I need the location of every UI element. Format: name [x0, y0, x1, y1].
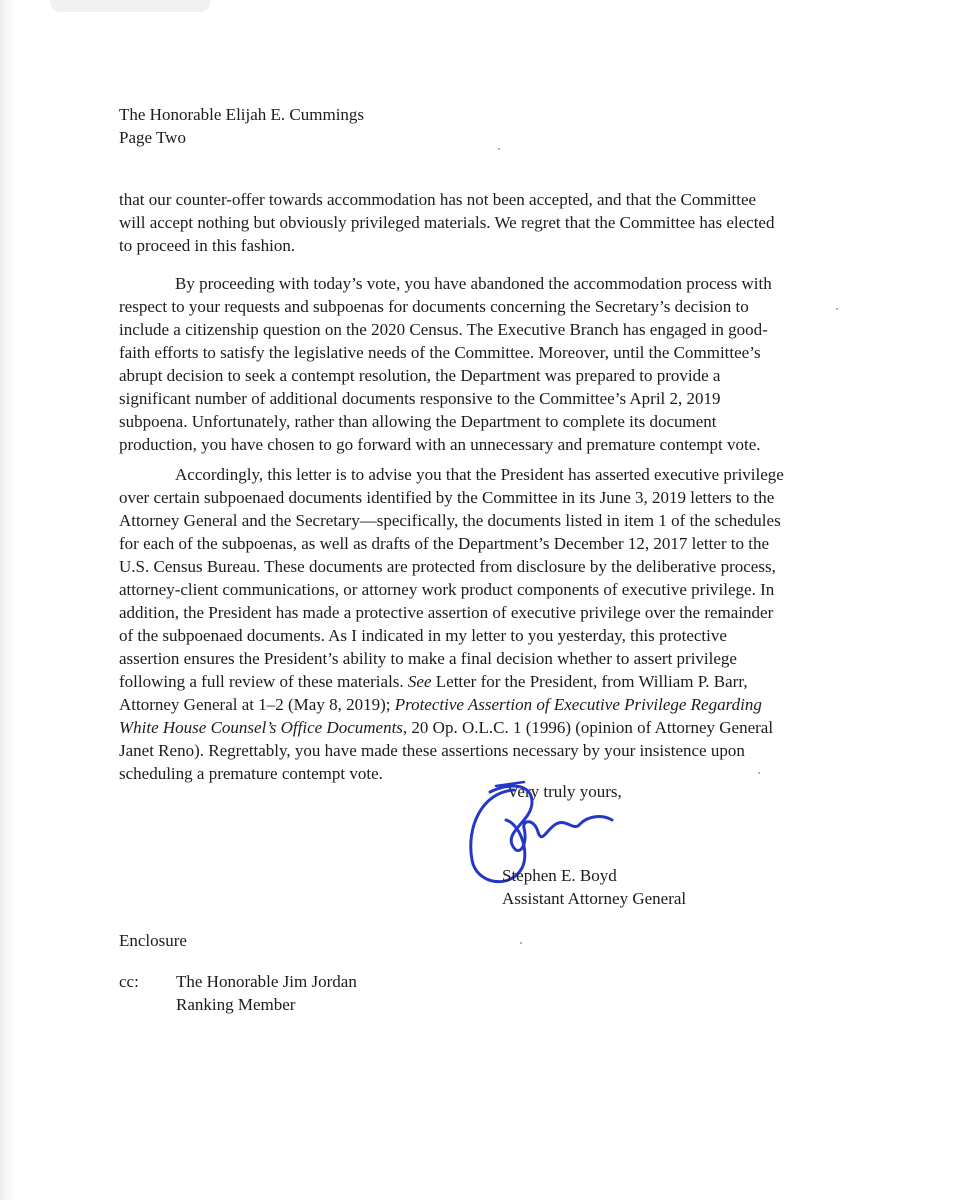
text-segment: , 20 Op. O.L.C. 1 (1996) (opinion of Attorney General	[402, 718, 774, 737]
text-line: scheduling a premature contempt vote.	[119, 764, 383, 783]
paragraph-1	[119, 188, 839, 257]
paragraph-2	[119, 272, 839, 456]
cc-recipient	[176, 970, 357, 1016]
text-line: Attorney General and the Secretary—specifically, the documents listed in item 1 of the schedules	[119, 511, 781, 530]
text-line: for each of the subpoenas, as well as drafts of the Department’s December 12, 2017 letter to the	[119, 534, 770, 553]
text-line: faith efforts to satisfy the legislative needs of the Committee. Moreover, until the Committee’s	[119, 343, 761, 362]
italic-segment: Protective Assertion of Executive Privilege Regarding	[394, 695, 762, 714]
cc-label: cc:	[119, 972, 139, 991]
scan-speck	[520, 942, 522, 944]
text-line: will accept nothing but obviously privileged materials. We regret that the Committee has elected	[119, 213, 775, 232]
text-segment: following a full review of these materials.	[119, 672, 408, 691]
signature-block	[502, 864, 686, 910]
salutation-line: Very truly yours,	[507, 782, 622, 801]
text-line: abrupt decision to seek a contempt resolution, the Department was prepared to provide a	[119, 366, 721, 385]
scan-speck	[758, 772, 760, 774]
cc-role: Ranking Member	[176, 995, 296, 1014]
text-line: respect to your requests and subpoenas for documents concerning the Secretary’s decision to	[119, 297, 749, 316]
text-line: subpoena. Unfortunately, rather than allowing the Department to complete its document	[119, 412, 717, 431]
text-line: Accordingly, this letter is to advise you that the President has asserted executive privilege	[175, 465, 784, 484]
text-line: of the subpoenaed documents. As I indicated in my letter to you yesterday, this protective	[119, 626, 727, 645]
text-segment: Letter for the President, from William P. Barr,	[431, 672, 748, 691]
scan-speck	[836, 308, 838, 310]
text-line	[119, 693, 839, 716]
recipient-line: The Honorable Elijah E. Cummings	[119, 105, 365, 124]
page-edge-shadow	[0, 0, 14, 1200]
text-line: assertion ensures the President’s ability to make a final decision whether to assert privilege	[119, 649, 737, 668]
enclosure-note: Enclosure	[119, 931, 187, 950]
text-line: addition, the President has made a protective assertion of executive privilege over the remainder	[119, 603, 774, 622]
signer-title: Assistant Attorney General	[502, 889, 687, 908]
text-line: By proceeding with today’s vote, you have abandoned the accommodation process with	[175, 274, 772, 293]
page-number-line: Page Two	[119, 128, 186, 147]
text-line: attorney-client communications, or attorney work product components of executive privilege. In	[119, 580, 775, 599]
scan-speck	[498, 148, 500, 150]
text-line: over certain subpoenaed documents identified by the Committee in its June 3, 2019 letters to the	[119, 488, 775, 507]
text-line	[119, 716, 839, 739]
letter-header	[119, 103, 364, 149]
paragraph-3	[119, 463, 839, 785]
signer-name: Stephen E. Boyd	[502, 866, 617, 885]
text-line: U.S. Census Bureau. These documents are protected from disclosure by the deliberative process,	[119, 557, 776, 576]
text-line: production, you have chosen to go forward with an unnecessary and premature contempt vote.	[119, 435, 761, 454]
text-line	[119, 670, 839, 693]
cc-name: The Honorable Jim Jordan	[176, 972, 357, 991]
text-line: include a citizenship question on the 2020 Census. The Executive Branch has engaged in good-	[119, 320, 768, 339]
text-line: that our counter-offer towards accommodation has not been accepted, and that the Committee	[119, 190, 757, 209]
text-line: to proceed in this fashion.	[119, 236, 296, 255]
text-segment: Attorney General at 1–2 (May 8, 2019);	[119, 695, 395, 714]
italic-segment: See	[407, 672, 432, 691]
top-tab	[50, 0, 210, 12]
italic-segment: White House Counsel’s Office Documents	[119, 718, 403, 737]
text-line: significant number of additional documents responsive to the Committee’s April 2, 2019	[119, 389, 721, 408]
text-line: Janet Reno). Regrettably, you have made these assertions necessary by your insistence upon	[119, 741, 745, 760]
